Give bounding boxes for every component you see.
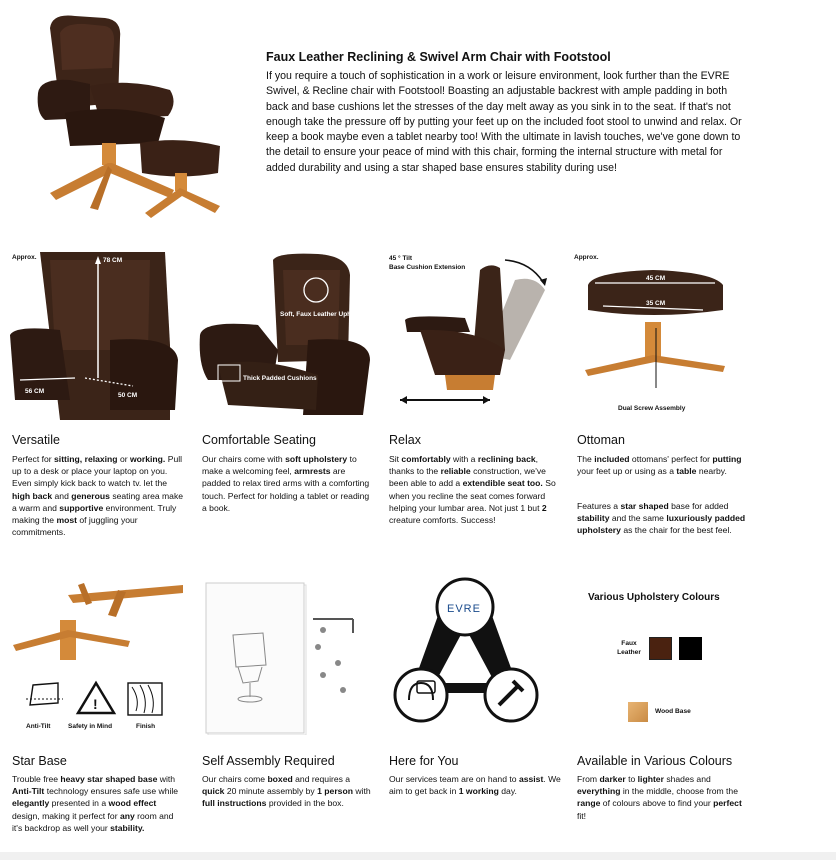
colours-body: From darker to lighter shades and everything in the middle, choose from the range of colours above to find your perfect fit! bbox=[577, 774, 742, 821]
comfort-leather-label: Soft, Faux Leather Upholstery bbox=[280, 311, 373, 318]
assembly-title: Self Assembly Required bbox=[202, 754, 335, 768]
product-description: If you require a touch of sophistication in a work or leisure environment, look further than the EVRE Swivel, & Recline chair with Footstool! Boasting an adjustable backrest with ample padding in both back and base cushions let the stresses of the day melt away as you sink in to the seat. If that's not enough take the pressure off by putting your feet up on the included foot stool to unwind and relax. Or keep a book maybe even a tablet nearby too! With the ultimate in lavish touches, we've gone down to the detail to ensure your peace of mind with this chair, forming the internal structure with metal for added durability and using a star shaped base ensures stability during use! bbox=[266, 70, 742, 174]
starbase-finish-label: Finish bbox=[136, 723, 156, 730]
comfort-title: Comfortable Seating bbox=[202, 433, 316, 447]
colour-swatch-wood[interactable] bbox=[628, 702, 648, 722]
colour-swatch-black[interactable] bbox=[679, 637, 702, 660]
support-image bbox=[385, 575, 565, 735]
hero-chair-image bbox=[30, 8, 230, 238]
product-title: Faux Leather Reclining & Swivel Arm Chair with Footstool bbox=[266, 50, 611, 64]
colours-heading: Various Upholstery Colours bbox=[588, 592, 720, 603]
colours-wood-label: Wood Base bbox=[655, 708, 691, 715]
feature-relax bbox=[377, 250, 577, 550]
hero-text-block bbox=[266, 50, 746, 176]
hero-section bbox=[0, 0, 836, 240]
feature-comfort bbox=[190, 250, 390, 550]
feature-colours bbox=[565, 575, 765, 855]
colours-title: Available in Various Colours bbox=[577, 754, 733, 768]
page-bottom-bar bbox=[0, 852, 836, 860]
relax-body: Sit comfortably with a reclining back, thanks to the reliable construction, we've been able to add a extendible seat too. So when you recline the seat comes forward helping your lumbar area. Not just 1 but 2 creature comforts. Success! bbox=[389, 454, 556, 526]
feature-starbase bbox=[0, 575, 200, 855]
assembly-image bbox=[198, 575, 378, 735]
colours-faux-label: Faux Leather bbox=[617, 640, 641, 656]
feature-ottoman bbox=[565, 250, 765, 550]
ottoman-approx-label: Approx. bbox=[574, 254, 599, 261]
support-body: Our services team are on hand to assist. We aim to get back in 1 working day. bbox=[389, 774, 561, 797]
ottoman-body: The included ottomans' perfect for putting your feet up or using as a table nearby. bbox=[577, 454, 742, 477]
feature-versatile bbox=[0, 250, 200, 550]
relax-image bbox=[385, 250, 565, 420]
support-title: Here for You bbox=[389, 754, 459, 768]
versatile-body: Perfect for sitting, relaxing or working. Pull up to a desk or place your laptop on you. Even simply kick back to watch tv. let the high back and generous seating area make a warm and supportive environment. Truly making the most of juggling your commitments. bbox=[12, 454, 184, 538]
starbase-image bbox=[8, 575, 188, 735]
versatile-approx-label: Approx. bbox=[12, 254, 37, 261]
comfort-body: Our chairs come with soft upholstery to make a welcoming feel, armrests are padded to relax tired arms with a comforting touch. Perfect for holding a tablet or reading a book. bbox=[202, 454, 370, 513]
versatile-title: Versatile bbox=[12, 433, 60, 447]
comfort-cushions-label: Thick Padded Cushions bbox=[243, 375, 317, 382]
ottoman-body-2: Features a star shaped base for added stability and the same luxuriously padded upholstery as the chair for the best feel. bbox=[577, 501, 746, 536]
colour-swatch-brown[interactable] bbox=[649, 637, 672, 660]
versatile-depth-label: 56 CM bbox=[25, 388, 45, 395]
relax-extension-label: Base Cushion Extension bbox=[389, 264, 466, 271]
ottoman-screw-label: Dual Screw Assembly bbox=[618, 405, 686, 412]
starbase-antitilt-label: Anti-Tilt bbox=[26, 723, 51, 730]
support-logo: EVRE bbox=[447, 603, 481, 615]
ottoman-depth-label: 35 CM bbox=[646, 300, 666, 307]
versatile-width-label: 50 CM bbox=[118, 392, 138, 399]
versatile-image bbox=[0, 250, 180, 420]
starbase-safety-label: Safety in Mind bbox=[68, 723, 113, 730]
starbase-title: Star Base bbox=[12, 754, 67, 768]
feature-support bbox=[377, 575, 577, 855]
feature-assembly bbox=[190, 575, 390, 855]
comfort-image bbox=[198, 250, 378, 420]
relax-tilt-label: 45 ° Tilt bbox=[389, 255, 413, 262]
ottoman-width-label: 45 CM bbox=[646, 275, 666, 282]
assembly-body: Our chairs come boxed and requires a quick 20 minute assembly by 1 person with full instructions provided in the box. bbox=[202, 774, 371, 809]
svg-text:!: ! bbox=[93, 696, 98, 712]
versatile-height-label: 78 CM bbox=[103, 257, 123, 264]
ottoman-title: Ottoman bbox=[577, 433, 625, 447]
starbase-body: Trouble free heavy star shaped base with Anti-Tilt technology ensures safe use while elegantly presented in a wood effect design, making it perfect for any room and it's backdrop as well your stability. bbox=[12, 774, 179, 833]
ottoman-image bbox=[573, 250, 753, 420]
relax-title: Relax bbox=[389, 433, 421, 447]
